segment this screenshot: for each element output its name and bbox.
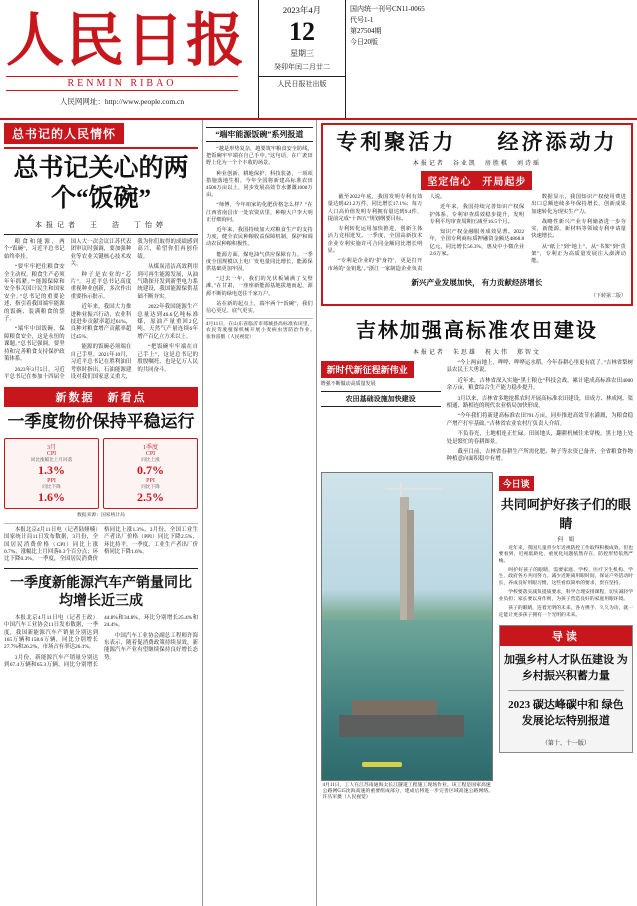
headline-prices: 一季度物价保持平稳运行 (7, 412, 195, 432)
paragraph: “端牢中国饭碗，保障粮食安全，这是永恒的课题。”总书记强调，要坚持和完善粮食支持保护政策体系。 (4, 326, 65, 363)
paragraph: 近年来，我国大力推进种业振兴行动，农业科技进步贡献率超过61%，良种对粮食增产贡献率超过45%。 (70, 304, 132, 340)
paragraph: 不负春光，土地相连正忙碌。田间地头，翻耕机械往来穿梭，黑土地上处处是繁忙的春耕图景。 (446, 431, 633, 445)
masthead-dateblock (258, 0, 346, 118)
stat-period: 3月 (46, 445, 56, 452)
stat-desc-2: 同比下降 (141, 484, 160, 490)
boat (362, 762, 402, 767)
paragraph: “过去一年，我们的光伏板铺满了戈壁滩。”在甘肃，一座座新能源基地拔地而起，源源不断的绿电送往千家万户。 (205, 276, 313, 297)
paragraph: “专利是企业的‘护身符’，更是打开市场的‘金钥匙’。”浙江一家制造企业负责人说。 (327, 194, 446, 272)
paragraph: 战略性新兴产业专利储备进一步夯实，新能源、新材料等领域专利申请量快速增长。 (531, 218, 626, 240)
section-subtitle: 增强不断做动高质量发展 (320, 381, 376, 387)
paragraph: 站在新的起点上，端牢两个“饭碗”，我们信心更足、底气更实。 (205, 300, 313, 315)
paragraph: 中国汽车工业协会副总工程师许海东表示，随着促消费政策持续显效，新能源汽车产业有望继续保持良好增长态势。 (103, 632, 198, 661)
stat-card (103, 438, 198, 509)
publisher: 人民日报社出版 (259, 76, 345, 89)
daodu-box (499, 625, 633, 753)
newdata-banner: 新数据 新看点 (4, 387, 198, 407)
continue-link-1[interactable]: （下转第二版） (590, 293, 626, 299)
talk-body (499, 546, 633, 619)
paragraph: 能源的饭碗必须端在自己手里。2021年10月，习近平总书记在胜利油田考察时指出，石油能源建设对我们国家意义重大，我为你们取得的成绩感到高兴，希望你们再创佳绩。 (70, 239, 198, 380)
paragraph: 从煤炭清洁高效利用到可再生能源发展，从油气勘探开发到新型电力系统建设，我国能源保供基础不断夯实。 (137, 264, 198, 300)
issue-weekday: 星期三 (290, 49, 314, 58)
paragraph: 专利转化运用加快推进，创新主体活力竞相迸发。一季度，全国高新技术企业专利实施许可合同金额同比增长明显。 (327, 226, 423, 255)
jilin-body (447, 360, 633, 464)
kicker-wrap (4, 123, 198, 149)
newspaper-website[interactable]: 人民网网址：http://www.people.com.cn (59, 97, 185, 106)
paragraph: “把饭碗牢牢端在自己手上”，这是总书记的殷殷嘱托，也是亿万人民的共同奋斗。 (137, 344, 198, 373)
stat-desc: 同比涨幅比上月回落 (30, 457, 73, 463)
issue-month: 2023年4月 (282, 5, 322, 15)
series-label: “端牢能源饭碗”系列报道 (206, 127, 313, 142)
column-right (317, 120, 637, 906)
paragraph: 2022年我国能源生产总量达到46.6亿吨标准煤，原油产量重回2亿吨，天然气产量连续6年增产百亿立方米以上。 (137, 304, 198, 340)
meta-issue: 第27504期 (350, 27, 382, 35)
campaign-badge: 坚定信心 开局起步 (421, 171, 532, 190)
paragraph: “今上两亩地上，哗哗、哗哗运水稻，今年春耕心里更有底了。”吉林省梨树县农民王大勇说。 (446, 359, 633, 374)
paragraph: 本报北京4月11日电（记者王政）中国汽车工业协会11日发布数据，一季度，我国新能源汽车产销量分别达到165万辆和158.6万辆，同比分别增长27.7%和26.2%，市场占有率达26.1%。 (4, 614, 98, 651)
stat-value-2: 1.6% (38, 490, 65, 505)
newspaper-title: 人民日报 (6, 8, 247, 73)
talk-byline: 何 娟 (557, 536, 575, 543)
jilin-left (321, 360, 441, 410)
stat-period: 1季度 (142, 445, 158, 452)
paragraph: 近年来，吉林省深入实施“黑土粮仓”科技会战，累计建成高标准农田4000余万亩，粮食综合生产能力稳步提升。 (446, 377, 633, 392)
meta-pages: 今日20版 (350, 38, 378, 46)
section-badge-wrap (321, 360, 441, 378)
lead-byline: 本报记者 王 浩 丁怡婷 (34, 221, 167, 229)
featured-headline-part1: 专利聚活力 (336, 130, 457, 154)
stat-name-2: PPI (146, 478, 155, 485)
stats-source: 数据来源：国家统计局 (77, 513, 125, 519)
lead-line-2: 有力贡献经济增长 (481, 277, 543, 287)
featured-article-box (321, 123, 633, 306)
featured-headline (328, 129, 626, 155)
daodu-title: 导读 (500, 626, 632, 646)
headline-nev: 一季度新能源汽车产销量同比均增长近三成 (9, 575, 192, 609)
issue-lunar: 癸卯年闰二月廿二 (274, 63, 330, 71)
featured-badge-wrap (328, 171, 626, 190)
featured-lead-line (328, 277, 626, 288)
paragraph: 种业创新、耕地保护、科技装备，一项项措施落地生根。今年全国将新建高标准农田4500万亩以上，同步发展高效节水灌溉1000万亩。 (205, 170, 313, 199)
paragraph: 近年来，我国持续加大对粮食生产的支持力度，健全农民种粮收益保障机制，保护和调动农民种粮积极性。 (205, 227, 313, 248)
paragraph: 能源方面，煤电油气供应保障有力。一季度全国规模以上电厂发电量同比增长，能源保供基础更加牢固。 (205, 251, 313, 273)
stat-desc-2: 同比下降 (42, 484, 61, 490)
paragraph: 本报北京4月11日电（记者陆娅楠）国家统计局11日发布数据，3月份，全国居民消费价格（CPI）同比上涨0.7%，涨幅比上月回落0.3个百分点；环比下降0.3%。一季度，全国居民消费价格同比上涨1.3%。3月份，全国工业生产者出厂价格（PPI）同比下降2.5%，环比持平。一季度，工业生产者出厂价格同比下降1.6%。 (4, 526, 198, 563)
lead-line-1: 新兴产业发展加快， (411, 277, 480, 287)
meta-code: 代号1-1 (350, 16, 374, 24)
paragraph: 粮食和能源，两个“饭碗”，习近平总书记始终牵挂。 (4, 239, 65, 260)
photo-caption-middle: 4月11日，在山东省临沂市郯城县高标准农田里，农民驾驶植保机械开展小麦病虫害防治作业。 张春雷摄（人民视觉） (205, 322, 356, 340)
divider (4, 234, 198, 235)
issue-day: 12 (289, 17, 315, 46)
column-left (0, 120, 203, 906)
masthead-brand (0, 0, 258, 118)
nev-body (4, 615, 198, 670)
talk-headline: 共同呵护好孩子们的眼睛 (500, 496, 631, 531)
paragraph: “越是形势复杂，越要筑牢粮食安全防线，把饭碗牢牢端在自己手中。”这句话，在广袤田野上化为一个个丰收的场景。 (205, 146, 313, 167)
paragraph: 截至目前，吉林省春耕生产所需化肥、种子等农资已备齐，全省粮食作物种植意向面积稳中有增。 (446, 449, 633, 463)
daodu-item[interactable]: 加强乡村人才队伍建设 为乡村振兴积蓄力量 (503, 653, 628, 682)
paragraph: 近年来，我国持续完善知识产权保护体系，专利审查质效稳步提升，发明专利平均审查周期压减至16.5个月。 (429, 204, 525, 225)
paragraph: 数据显示，我国知识产权使用费进出口总额连续多年保持增长，创新成果加速转化为现实生产力。 (531, 194, 626, 215)
daodu-page-ref: （第十、十一版） (541, 740, 590, 747)
meta-cn: 国内统一刊号CN11-0065 (350, 5, 425, 13)
featured-headline-part2: 经济添动力 (497, 130, 618, 154)
featured-body (328, 194, 626, 273)
daodu-item[interactable]: 2023 碳达峰碳中和 绿色发展论坛特别报道 (508, 698, 624, 727)
featured-byline: 本报记者 谷业凯 房胜棋 刘诗瑶 (412, 161, 541, 167)
stat-desc: 同比上涨 (141, 457, 160, 463)
jilin-block (321, 360, 633, 467)
paragraph: 学校要落实减负提质要求，科学合理安排课程，切实减轻学业负担；家长要以身作则，为孩子营造良好的家庭用眼环境。 (498, 590, 633, 602)
photo-caption-right: 4月11日，工人在江苏南通海太长江隧道工程施工现场作业。该工程是国家高速公路网G15沈海高速的重要组成部分，建成后将进一步完善区域高速公路网络。 许丛军摄（人民视觉） (322, 782, 534, 801)
section-badge: 新时代新征程新伟业 (321, 361, 414, 378)
paragraph: 种子是农业的“芯片”。习近平总书记高度重视种业创新，多次作出重要指示批示。 (70, 271, 132, 300)
column-middle-body (206, 146, 313, 315)
stat-card (4, 438, 99, 509)
construction-photo (322, 473, 492, 780)
prices-body (4, 527, 198, 564)
paragraph: 3月份，新能源汽车产销量分别达到67.4万辆和65.3万辆，同比分别增长44.8%和34.8%，环比分别增长25.4%和24.4%。 (4, 614, 198, 669)
headline-jilin: 吉林加强高标准农田建设 (355, 319, 598, 342)
jilin-right (447, 360, 633, 467)
paragraph: 近年来，我国儿童青少年近视防控工作取得积极成效。但也要看到，近视低龄化、重度化问题依然存在，防控形势依然严峻。 (498, 545, 633, 564)
talk-header (499, 476, 633, 491)
paragraph: 孩子的眼睛，连着光明的未来。各方携手、久久为功，就一定能让更多孩子拥有一个光明的未来。 (498, 606, 633, 618)
stat-value-2: 2.5% (137, 490, 164, 505)
section-kicker: 总书记的人民情怀 (4, 123, 124, 144)
paragraph: “师傅，今年咱家的化肥价格怎么样？”在江西省南昌市一处农资店里，种粮大户李大明正仔细询问。 (205, 202, 313, 223)
stats-group (4, 438, 198, 509)
barge (339, 715, 465, 736)
paragraph: 呵护好孩子的眼睛，需要家庭、学校、医疗卫生机构、学生、政府各方共同努力。减少近距离用眼时间，保证户外活动时长，养成良好用眼习惯，这些看似简单的要求，贵在坚持。 (498, 568, 633, 586)
work-platform (352, 700, 437, 715)
byline-jilin: 本报记者 朱思雄 祝大伟 郑智文 (412, 349, 541, 356)
divider (4, 523, 198, 524)
stat-name-2: PPI (47, 478, 56, 485)
paragraph: 从“纸上”到“地上”，从“书架”到“货架”，专利正为高质量发展注入澎湃动能。 (531, 243, 626, 265)
newspaper-pinyin: RENMIN RIBAO (6, 76, 238, 91)
stat-value: 0.7% (137, 463, 164, 478)
subhead-farmland: 农田基础设施加快建设 (321, 391, 441, 407)
lead-body (4, 239, 198, 381)
stat-name: CPI (46, 451, 57, 458)
paragraph: 知识产权金融服务成效显著。2022年，全国专利商标质押融资金额达4868.8亿元，同比增长56.3%，惠及中小微企业2.6万家。 (429, 229, 525, 258)
crane-jib (385, 488, 443, 490)
lead-headline: 总书记关心的两个“饭碗” (13, 155, 189, 212)
paragraph: “要牢牢把住粮食安全主动权，粮食生产必须年年抓紧。”“能源保障和安全事关国计民生和国家安全。”总书记的重要论述，指引着我国端牢能源的饭碗、装满粮食的袋子。 (4, 264, 65, 323)
bottom-block (321, 472, 633, 802)
paragraph: 2023年3月5日，习近平总书记在参加十四届全国人大一次会议江苏代表团审议时强调，要加强种业等农业关键核心技术攻关。 (4, 239, 132, 380)
talk-block (499, 472, 633, 802)
divider (206, 318, 313, 319)
paragraph: 3月以来，吉林省多地抢抓农时开展高标准农田建设，田成方、林成网、渠相通、路相连的现代农业格局加快形成。 (446, 395, 633, 409)
page-columns (0, 120, 637, 906)
paragraph: 截至2022年底，我国发明专利有效量达到421.2万件，同比增长17.1%；每万人口高价值发明专利拥有量达到9.4件，提前完成“十四五”规划纲要目标。 (327, 194, 423, 222)
paragraph: “今年我们将新建高标准农田791万亩，同步推进高效节水灌溉，为粮食稳产增产打牢基础。”吉林省农业农村厅负责人介绍。 (446, 413, 633, 427)
masthead (0, 0, 637, 120)
stat-value: 1.3% (38, 463, 65, 478)
divider (4, 568, 198, 569)
stat-name: CPI (145, 451, 156, 458)
masthead-meta (346, 0, 637, 118)
talk-badge: 今日谈 (499, 476, 534, 491)
